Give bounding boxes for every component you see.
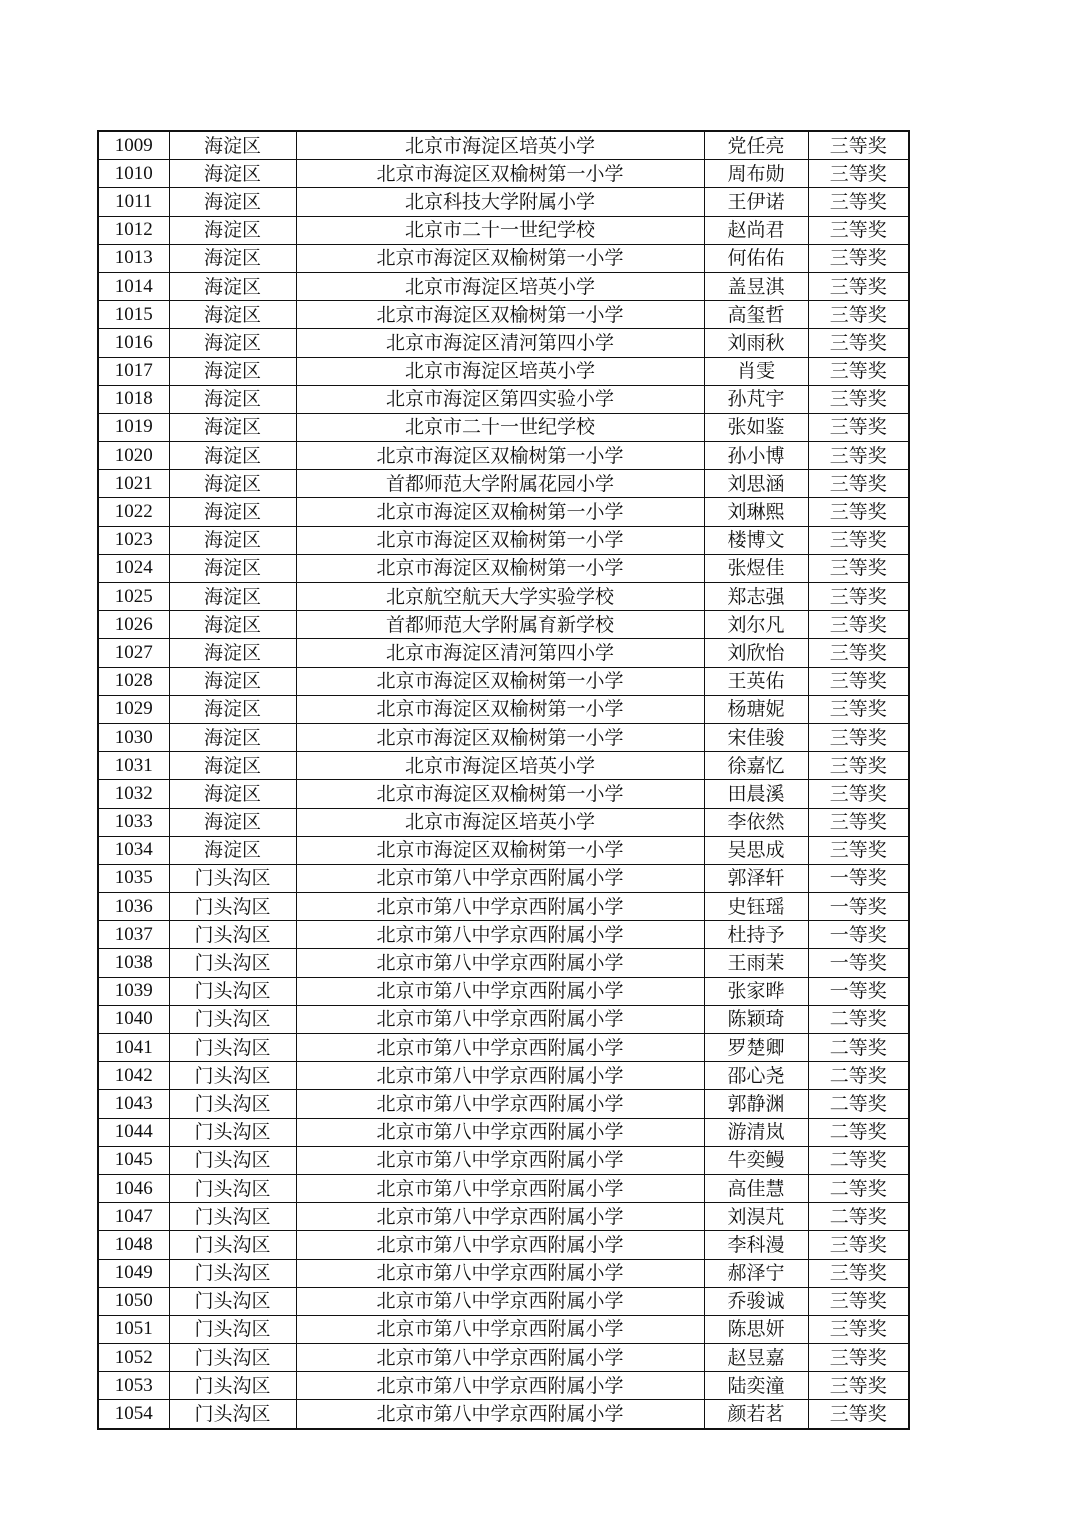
table-row (98, 244, 909, 272)
award-level-cell: 三等奖 (808, 244, 909, 272)
school-cell: 北京市海淀区双榆树第一小学 (296, 836, 704, 864)
school-cell: 北京市海淀区培英小学 (296, 808, 704, 836)
school-cell: 北京市第八中学京西附属小学 (296, 893, 704, 921)
award-level-cell: 三等奖 (808, 752, 909, 780)
district-cell: 门头沟区 (169, 1315, 296, 1343)
entry-number-cell: 1011 (98, 188, 169, 216)
school-cell: 北京市第八中学京西附属小学 (296, 921, 704, 949)
student-name-cell: 孙芃宇 (704, 385, 808, 413)
award-level-cell: 二等奖 (808, 1203, 909, 1231)
school-cell: 北京市第八中学京西附属小学 (296, 1118, 704, 1146)
table-row (98, 1372, 909, 1400)
table-row (98, 470, 909, 498)
school-cell: 北京科技大学附属小学 (296, 188, 704, 216)
table-row (98, 160, 909, 188)
award-level-cell: 三等奖 (808, 413, 909, 441)
award-list-body (98, 131, 909, 1429)
entry-number-cell: 1038 (98, 949, 169, 977)
entry-number-cell: 1024 (98, 554, 169, 582)
district-cell: 海淀区 (169, 244, 296, 272)
award-level-cell: 二等奖 (808, 1034, 909, 1062)
entry-number-cell: 1025 (98, 583, 169, 611)
table-row (98, 639, 909, 667)
school-cell: 北京市第八中学京西附属小学 (296, 1034, 704, 1062)
table-row (98, 1118, 909, 1146)
student-name-cell: 肖雯 (704, 357, 808, 385)
award-list-table (97, 130, 910, 1430)
district-cell: 海淀区 (169, 442, 296, 470)
school-cell: 北京市第八中学京西附属小学 (296, 1344, 704, 1372)
entry-number-cell: 1036 (98, 893, 169, 921)
table-row (98, 977, 909, 1005)
student-name-cell: 高佳慧 (704, 1174, 808, 1202)
table-row (98, 1034, 909, 1062)
school-cell: 北京市海淀区双榆树第一小学 (296, 244, 704, 272)
award-level-cell: 二等奖 (808, 1174, 909, 1202)
district-cell: 门头沟区 (169, 1372, 296, 1400)
table-row (98, 583, 909, 611)
district-cell: 海淀区 (169, 498, 296, 526)
award-level-cell: 三等奖 (808, 836, 909, 864)
student-name-cell: 颜若茗 (704, 1400, 808, 1429)
entry-number-cell: 1009 (98, 131, 169, 160)
table-row (98, 131, 909, 160)
district-cell: 海淀区 (169, 639, 296, 667)
table-row (98, 808, 909, 836)
district-cell: 门头沟区 (169, 1231, 296, 1259)
table-row (98, 667, 909, 695)
district-cell: 门头沟区 (169, 1344, 296, 1372)
entry-number-cell: 1022 (98, 498, 169, 526)
table-row (98, 695, 909, 723)
student-name-cell: 刘琳熙 (704, 498, 808, 526)
award-level-cell: 三等奖 (808, 272, 909, 300)
district-cell: 海淀区 (169, 216, 296, 244)
student-name-cell: 邵心尧 (704, 1062, 808, 1090)
district-cell: 海淀区 (169, 611, 296, 639)
table-row (98, 921, 909, 949)
entry-number-cell: 1012 (98, 216, 169, 244)
table-row (98, 1174, 909, 1202)
student-name-cell: 郭泽轩 (704, 864, 808, 892)
student-name-cell: 刘思涵 (704, 470, 808, 498)
award-level-cell: 三等奖 (808, 1344, 909, 1372)
school-cell: 北京市海淀区培英小学 (296, 752, 704, 780)
student-name-cell: 徐嘉忆 (704, 752, 808, 780)
award-level-cell: 三等奖 (808, 329, 909, 357)
entry-number-cell: 1015 (98, 301, 169, 329)
award-level-cell: 三等奖 (808, 554, 909, 582)
district-cell: 海淀区 (169, 357, 296, 385)
district-cell: 海淀区 (169, 752, 296, 780)
entry-number-cell: 1017 (98, 357, 169, 385)
school-cell: 北京市二十一世纪学校 (296, 413, 704, 441)
award-level-cell: 三等奖 (808, 160, 909, 188)
student-name-cell: 史钰瑶 (704, 893, 808, 921)
district-cell: 海淀区 (169, 413, 296, 441)
district-cell: 门头沟区 (169, 977, 296, 1005)
student-name-cell: 周布勋 (704, 160, 808, 188)
award-level-cell: 三等奖 (808, 1259, 909, 1287)
district-cell: 海淀区 (169, 188, 296, 216)
table-row (98, 385, 909, 413)
entry-number-cell: 1030 (98, 723, 169, 751)
student-name-cell: 张如鉴 (704, 413, 808, 441)
entry-number-cell: 1044 (98, 1118, 169, 1146)
entry-number-cell: 1010 (98, 160, 169, 188)
entry-number-cell: 1019 (98, 413, 169, 441)
school-cell: 北京市第八中学京西附属小学 (296, 1372, 704, 1400)
entry-number-cell: 1039 (98, 977, 169, 1005)
district-cell: 门头沟区 (169, 1400, 296, 1429)
student-name-cell: 游清岚 (704, 1118, 808, 1146)
school-cell: 北京市海淀区双榆树第一小学 (296, 301, 704, 329)
table-row (98, 723, 909, 751)
award-level-cell: 三等奖 (808, 583, 909, 611)
student-name-cell: 杨瑭妮 (704, 695, 808, 723)
district-cell: 海淀区 (169, 695, 296, 723)
table-row (98, 442, 909, 470)
school-cell: 北京市第八中学京西附属小学 (296, 1400, 704, 1429)
student-name-cell: 郑志强 (704, 583, 808, 611)
district-cell: 门头沟区 (169, 1034, 296, 1062)
entry-number-cell: 1041 (98, 1034, 169, 1062)
student-name-cell: 楼博文 (704, 526, 808, 554)
student-name-cell: 赵昱嘉 (704, 1344, 808, 1372)
student-name-cell: 罗楚卿 (704, 1034, 808, 1062)
district-cell: 门头沟区 (169, 1259, 296, 1287)
entry-number-cell: 1050 (98, 1287, 169, 1315)
school-cell: 北京市海淀区双榆树第一小学 (296, 554, 704, 582)
district-cell: 门头沟区 (169, 1146, 296, 1174)
student-name-cell: 盖昱淇 (704, 272, 808, 300)
student-name-cell: 陈思妍 (704, 1315, 808, 1343)
student-name-cell: 孙小博 (704, 442, 808, 470)
district-cell: 海淀区 (169, 470, 296, 498)
school-cell: 北京市第八中学京西附属小学 (296, 949, 704, 977)
school-cell: 北京市海淀区双榆树第一小学 (296, 498, 704, 526)
table-row (98, 864, 909, 892)
entry-number-cell: 1051 (98, 1315, 169, 1343)
student-name-cell: 刘雨秋 (704, 329, 808, 357)
table-row (98, 1062, 909, 1090)
student-name-cell: 李科漫 (704, 1231, 808, 1259)
award-level-cell: 一等奖 (808, 893, 909, 921)
table-row (98, 1344, 909, 1372)
district-cell: 门头沟区 (169, 1005, 296, 1033)
school-cell: 北京市海淀区双榆树第一小学 (296, 526, 704, 554)
student-name-cell: 宋佳骏 (704, 723, 808, 751)
district-cell: 海淀区 (169, 301, 296, 329)
entry-number-cell: 1026 (98, 611, 169, 639)
table-row (98, 272, 909, 300)
student-name-cell: 高玺哲 (704, 301, 808, 329)
award-level-cell: 三等奖 (808, 611, 909, 639)
award-level-cell: 三等奖 (808, 188, 909, 216)
entry-number-cell: 1020 (98, 442, 169, 470)
school-cell: 北京市海淀区清河第四小学 (296, 639, 704, 667)
district-cell: 海淀区 (169, 131, 296, 160)
school-cell: 首都师范大学附属花园小学 (296, 470, 704, 498)
school-cell: 北京市海淀区双榆树第一小学 (296, 667, 704, 695)
district-cell: 门头沟区 (169, 1062, 296, 1090)
school-cell: 北京市海淀区培英小学 (296, 357, 704, 385)
table-row (98, 1259, 909, 1287)
award-level-cell: 三等奖 (808, 639, 909, 667)
entry-number-cell: 1046 (98, 1174, 169, 1202)
school-cell: 北京市第八中学京西附属小学 (296, 1287, 704, 1315)
award-level-cell: 三等奖 (808, 1315, 909, 1343)
school-cell: 北京市第八中学京西附属小学 (296, 1146, 704, 1174)
award-level-cell: 一等奖 (808, 864, 909, 892)
student-name-cell: 吴思成 (704, 836, 808, 864)
district-cell: 门头沟区 (169, 949, 296, 977)
school-cell: 北京市第八中学京西附属小学 (296, 864, 704, 892)
table-row (98, 1400, 909, 1429)
school-cell: 北京市海淀区培英小学 (296, 272, 704, 300)
school-cell: 北京市第八中学京西附属小学 (296, 1062, 704, 1090)
school-cell: 首都师范大学附属育新学校 (296, 611, 704, 639)
award-level-cell: 三等奖 (808, 470, 909, 498)
table-row (98, 216, 909, 244)
district-cell: 海淀区 (169, 723, 296, 751)
student-name-cell: 王雨茉 (704, 949, 808, 977)
school-cell: 北京市二十一世纪学校 (296, 216, 704, 244)
student-name-cell: 刘欣怡 (704, 639, 808, 667)
table-row (98, 752, 909, 780)
award-level-cell: 二等奖 (808, 1005, 909, 1033)
award-level-cell: 二等奖 (808, 1146, 909, 1174)
award-level-cell: 三等奖 (808, 1231, 909, 1259)
school-cell: 北京市第八中学京西附属小学 (296, 1090, 704, 1118)
school-cell: 北京市第八中学京西附属小学 (296, 1259, 704, 1287)
district-cell: 门头沟区 (169, 921, 296, 949)
award-level-cell: 三等奖 (808, 1287, 909, 1315)
table-row (98, 1315, 909, 1343)
table-row (98, 611, 909, 639)
school-cell: 北京市海淀区第四实验小学 (296, 385, 704, 413)
school-cell: 北京市海淀区双榆树第一小学 (296, 442, 704, 470)
table-row (98, 1287, 909, 1315)
entry-number-cell: 1031 (98, 752, 169, 780)
entry-number-cell: 1016 (98, 329, 169, 357)
table-row (98, 554, 909, 582)
award-level-cell: 一等奖 (808, 977, 909, 1005)
student-name-cell: 党任亮 (704, 131, 808, 160)
district-cell: 门头沟区 (169, 893, 296, 921)
award-level-cell: 三等奖 (808, 1372, 909, 1400)
student-name-cell: 杜持予 (704, 921, 808, 949)
entry-number-cell: 1042 (98, 1062, 169, 1090)
table-row (98, 498, 909, 526)
award-level-cell: 三等奖 (808, 301, 909, 329)
school-cell: 北京市海淀区双榆树第一小学 (296, 780, 704, 808)
district-cell: 门头沟区 (169, 1203, 296, 1231)
district-cell: 海淀区 (169, 667, 296, 695)
entry-number-cell: 1033 (98, 808, 169, 836)
district-cell: 门头沟区 (169, 1090, 296, 1118)
entry-number-cell: 1029 (98, 695, 169, 723)
district-cell: 海淀区 (169, 160, 296, 188)
award-level-cell: 三等奖 (808, 442, 909, 470)
table-row (98, 1146, 909, 1174)
entry-number-cell: 1037 (98, 921, 169, 949)
entry-number-cell: 1047 (98, 1203, 169, 1231)
table-row (98, 893, 909, 921)
district-cell: 门头沟区 (169, 1118, 296, 1146)
district-cell: 门头沟区 (169, 1174, 296, 1202)
district-cell: 海淀区 (169, 780, 296, 808)
entry-number-cell: 1034 (98, 836, 169, 864)
entry-number-cell: 1021 (98, 470, 169, 498)
award-level-cell: 三等奖 (808, 498, 909, 526)
table-row (98, 526, 909, 554)
award-level-cell: 一等奖 (808, 949, 909, 977)
district-cell: 海淀区 (169, 583, 296, 611)
school-cell: 北京市第八中学京西附属小学 (296, 1005, 704, 1033)
student-name-cell: 刘尔凡 (704, 611, 808, 639)
table-row (98, 1231, 909, 1259)
school-cell: 北京市第八中学京西附属小学 (296, 1315, 704, 1343)
entry-number-cell: 1027 (98, 639, 169, 667)
award-level-cell: 三等奖 (808, 808, 909, 836)
school-cell: 北京航空航天大学实验学校 (296, 583, 704, 611)
award-level-cell: 二等奖 (808, 1062, 909, 1090)
table-row (98, 1203, 909, 1231)
school-cell: 北京市海淀区培英小学 (296, 131, 704, 160)
district-cell: 海淀区 (169, 526, 296, 554)
table-row (98, 301, 909, 329)
student-name-cell: 乔骏诚 (704, 1287, 808, 1315)
entry-number-cell: 1043 (98, 1090, 169, 1118)
table-row (98, 413, 909, 441)
award-level-cell: 三等奖 (808, 131, 909, 160)
student-name-cell: 陈颖琦 (704, 1005, 808, 1033)
entry-number-cell: 1048 (98, 1231, 169, 1259)
student-name-cell: 王伊诺 (704, 188, 808, 216)
student-name-cell: 王英佑 (704, 667, 808, 695)
district-cell: 门头沟区 (169, 864, 296, 892)
school-cell: 北京市海淀区清河第四小学 (296, 329, 704, 357)
award-level-cell: 三等奖 (808, 1400, 909, 1429)
table-row (98, 1005, 909, 1033)
award-level-cell: 三等奖 (808, 723, 909, 751)
award-level-cell: 二等奖 (808, 1118, 909, 1146)
entry-number-cell: 1045 (98, 1146, 169, 1174)
student-name-cell: 郭静渊 (704, 1090, 808, 1118)
student-name-cell: 何佑佑 (704, 244, 808, 272)
table-row (98, 188, 909, 216)
student-name-cell: 赵尚君 (704, 216, 808, 244)
entry-number-cell: 1028 (98, 667, 169, 695)
table-row (98, 1090, 909, 1118)
award-level-cell: 三等奖 (808, 216, 909, 244)
school-cell: 北京市第八中学京西附属小学 (296, 1231, 704, 1259)
entry-number-cell: 1032 (98, 780, 169, 808)
table-row (98, 780, 909, 808)
district-cell: 海淀区 (169, 272, 296, 300)
award-level-cell: 一等奖 (808, 921, 909, 949)
entry-number-cell: 1013 (98, 244, 169, 272)
student-name-cell: 郝泽宁 (704, 1259, 808, 1287)
student-name-cell: 刘淏芃 (704, 1203, 808, 1231)
award-level-cell: 三等奖 (808, 357, 909, 385)
student-name-cell: 张家晔 (704, 977, 808, 1005)
award-level-cell: 三等奖 (808, 526, 909, 554)
school-cell: 北京市第八中学京西附属小学 (296, 1174, 704, 1202)
entry-number-cell: 1053 (98, 1372, 169, 1400)
award-level-cell: 三等奖 (808, 667, 909, 695)
school-cell: 北京市第八中学京西附属小学 (296, 977, 704, 1005)
student-name-cell: 牛奕鳗 (704, 1146, 808, 1174)
entry-number-cell: 1018 (98, 385, 169, 413)
district-cell: 海淀区 (169, 329, 296, 357)
entry-number-cell: 1023 (98, 526, 169, 554)
student-name-cell: 陆奕潼 (704, 1372, 808, 1400)
school-cell: 北京市第八中学京西附属小学 (296, 1203, 704, 1231)
school-cell: 北京市海淀区双榆树第一小学 (296, 695, 704, 723)
entry-number-cell: 1052 (98, 1344, 169, 1372)
district-cell: 海淀区 (169, 836, 296, 864)
school-cell: 北京市海淀区双榆树第一小学 (296, 160, 704, 188)
table-row (98, 836, 909, 864)
entry-number-cell: 1049 (98, 1259, 169, 1287)
district-cell: 海淀区 (169, 385, 296, 413)
district-cell: 海淀区 (169, 808, 296, 836)
student-name-cell: 李依然 (704, 808, 808, 836)
entry-number-cell: 1054 (98, 1400, 169, 1429)
table-row (98, 949, 909, 977)
table-row (98, 329, 909, 357)
entry-number-cell: 1014 (98, 272, 169, 300)
student-name-cell: 张煜佳 (704, 554, 808, 582)
entry-number-cell: 1035 (98, 864, 169, 892)
student-name-cell: 田晨溪 (704, 780, 808, 808)
district-cell: 海淀区 (169, 554, 296, 582)
award-level-cell: 三等奖 (808, 695, 909, 723)
school-cell: 北京市海淀区双榆树第一小学 (296, 723, 704, 751)
entry-number-cell: 1040 (98, 1005, 169, 1033)
award-level-cell: 三等奖 (808, 780, 909, 808)
district-cell: 门头沟区 (169, 1287, 296, 1315)
table-row (98, 357, 909, 385)
award-level-cell: 三等奖 (808, 385, 909, 413)
award-level-cell: 二等奖 (808, 1090, 909, 1118)
